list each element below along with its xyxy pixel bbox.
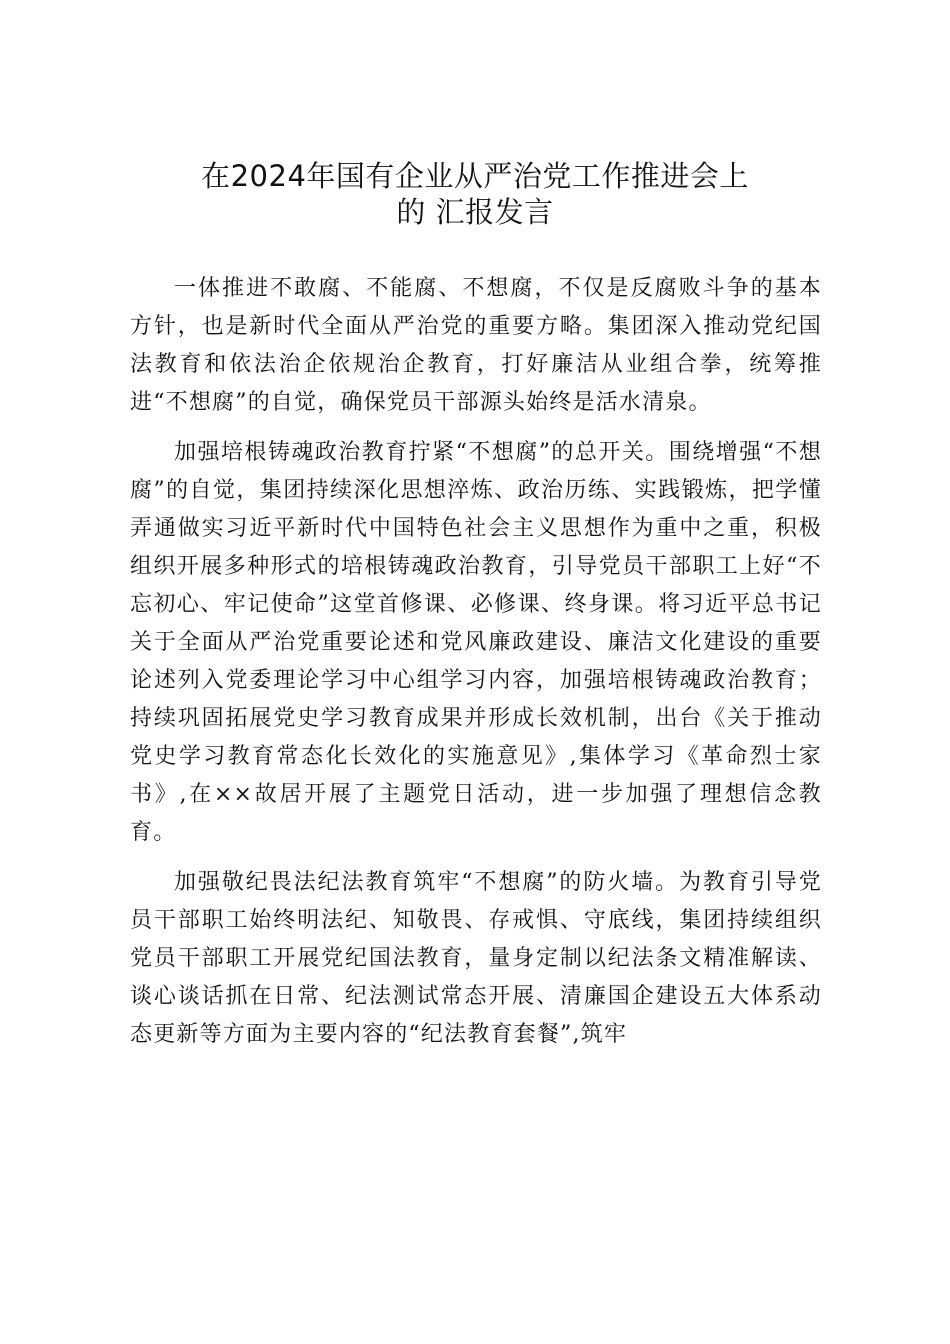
document-body: [130, 270, 822, 1066]
title-line-1: 在2024年国有企业从严治党工作推进会上: [201, 159, 749, 193]
title-line-2: 的 汇报发言: [396, 195, 554, 229]
paragraph-3: 加强敬纪畏法纪法教育筑牢“不想腐”的防火墙。为教育引导党员干部职工始终明法纪、知敬畏、存戒惧、守底线，集团持续组织党员干部职工开展党纪国法教育，量身定制以纪法条文精准解读、谈心谈话抓在日常、纪法测试常态开展、清廉国企建设五大体系动态更新等方面为主要内容的“纪法教育套餐”,筑牢: [130, 870, 822, 1047]
paragraph-1: 一体推进不敢腐、不能腐、不想腐，不仅是反腐败斗争的基本方针，也是新时代全面从严治党的重要方略。集团深入推动党纪国法教育和依法治企依规治企教育，打好廉洁从业组合拳，统筹推进“不想腐”的自觉，确保党员干部源头始终是活水清泉。: [130, 276, 822, 415]
paragraph-2: 加强培根铸魂政治教育拧紧“不想腐”的总开关。围绕增强“不想腐”的自觉，集团持续深化思想淬炼、政治历练、实践锻炼，把学懂弄通做实习近平新时代中国特色社会主义思想作为重中之重，积极组织开展多种形式的培根铸魂政治教育，引导党员干部职工上好“不忘初心、牢记使命”这堂首修课、必修课、终身课。将习近平总书记关于全面从严治党重要论述和党风廉政建设、廉洁文化建设的重要论述列入党委理论学习中心组学习内容，加强培根铸魂政治教育；持续巩固拓展党史学习教育成果并形成长效机制，出台《关于推动党史学习教育常态化长效化的实施意见》,集体学习《革命烈士家书》,在××故居开展了主题党日活动，进一步加强了理想信念教育。: [130, 440, 822, 845]
